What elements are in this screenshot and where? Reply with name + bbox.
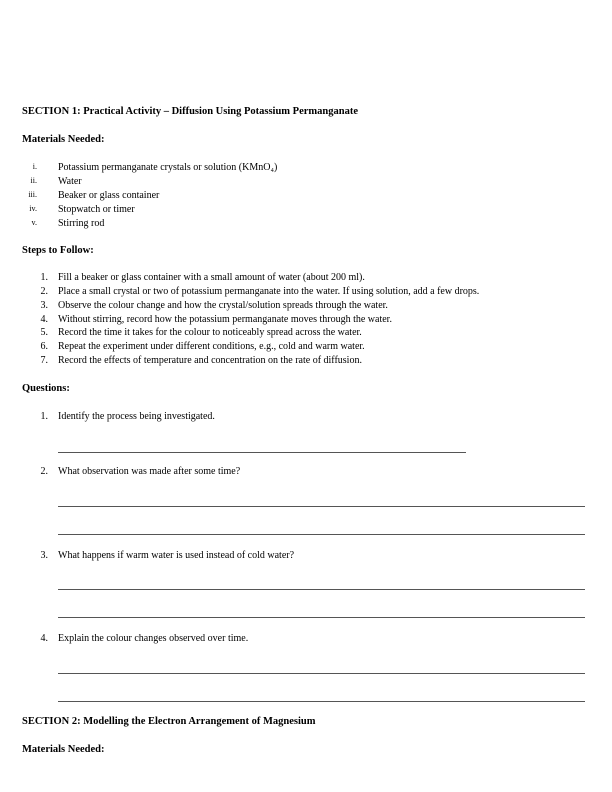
questions-heading: Questions:	[22, 383, 70, 394]
step-text: Repeat the experiment under different conditions, e.g., cold and warm water.	[58, 341, 365, 352]
section-2-title: SECTION 2: Modelling the Electron Arrangement of Magnesium	[22, 716, 316, 727]
step-number: 3.	[40, 300, 48, 311]
list-marker: i.	[32, 162, 37, 171]
step-text: Fill a beaker or glass container with a small amount of water (about 200 ml).	[58, 272, 365, 283]
list-marker: v.	[31, 218, 37, 227]
step-number: 6.	[40, 341, 48, 352]
step-number: 1.	[40, 272, 48, 283]
step-number: 4.	[40, 314, 48, 325]
question-number: 1.	[40, 411, 48, 422]
question-number: 4.	[40, 633, 48, 644]
question-text: What happens if warm water is used instead of cold water?	[58, 550, 295, 561]
question-number: 3.	[40, 550, 48, 561]
step-text: Record the effects of temperature and concentration on the rate of diffusion.	[58, 355, 362, 366]
step-text: Place a small crystal or two of potassium permanganate into the water. If using solution, add a few drops.	[58, 286, 480, 297]
step-text: Without stirring, record how the potassium permanganate moves through the water.	[58, 314, 392, 325]
question-text: Identify the process being investigated.	[58, 411, 215, 422]
step-text: Record the time it takes for the colour to noticeably spread across the water.	[58, 327, 362, 338]
section-2-materials-heading: Materials Needed:	[22, 744, 105, 755]
section-1-title: SECTION 1: Practical Activity – Diffusion Using Potassium Permanganate	[22, 106, 358, 117]
question-text: What observation was made after some time?	[58, 466, 241, 477]
list-marker: ii.	[30, 176, 37, 185]
answer-line[interactable]	[58, 534, 585, 535]
step-number: 2.	[40, 286, 48, 297]
answer-line[interactable]	[58, 673, 585, 674]
answer-line[interactable]	[58, 589, 585, 590]
answer-line[interactable]	[58, 701, 585, 702]
list-item-text: Potassium permanganate crystals or solution (KMnO₄)	[58, 162, 278, 173]
answer-line[interactable]	[58, 617, 585, 618]
answer-line[interactable]	[58, 452, 466, 453]
list-marker: iv.	[29, 204, 37, 213]
list-item-text: Beaker or glass container	[58, 190, 160, 201]
step-number: 7.	[40, 355, 48, 366]
list-item-text: Stirring rod	[58, 218, 105, 229]
materials-heading: Materials Needed:	[22, 134, 105, 145]
list-item-text: Stopwatch or timer	[58, 204, 135, 215]
steps-heading: Steps to Follow:	[22, 245, 94, 256]
step-number: 5.	[40, 327, 48, 338]
list-item-text: Water	[58, 176, 82, 187]
question-text: Explain the colour changes observed over time.	[58, 633, 249, 644]
question-number: 2.	[40, 466, 48, 477]
step-text: Observe the colour change and how the crystal/solution spreads through the water.	[58, 300, 388, 311]
answer-line[interactable]	[58, 506, 585, 507]
list-marker: iii.	[28, 190, 37, 199]
